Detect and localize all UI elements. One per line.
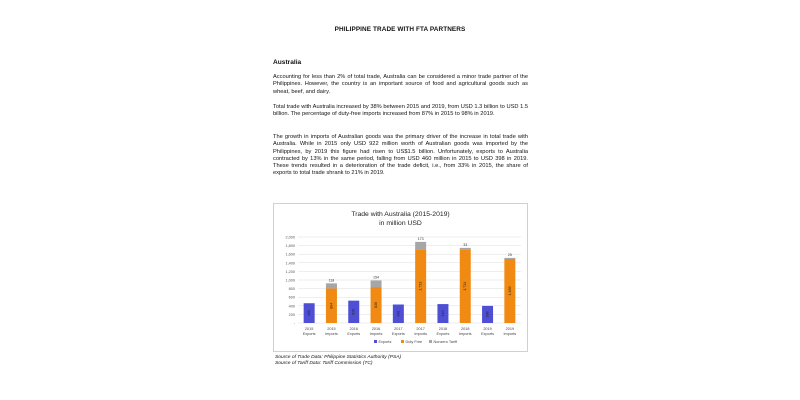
y-tick-label: 800 [288, 287, 295, 292]
data-label: 1,489 [507, 286, 512, 296]
x-tick-type: Exports [436, 332, 450, 336]
x-tick-type: Exports [347, 332, 361, 336]
y-tick-label: 1,000 [285, 278, 295, 283]
bar-nonzero-tariff [460, 248, 471, 249]
x-tick-type: Imports [458, 332, 472, 336]
data-label: 33 [463, 242, 468, 247]
y-tick-label: 1,200 [285, 269, 295, 274]
x-tick-year: 2018 [461, 327, 470, 331]
legend-swatch [374, 340, 377, 343]
x-tick-year: 2016 [349, 327, 358, 331]
x-tick-type: Imports [325, 332, 338, 336]
bar-nonzero-tariff [415, 242, 426, 249]
legend-swatch [429, 340, 432, 343]
y-tick-label: 1,400 [285, 261, 295, 266]
chart-subtitle: in million USD [379, 220, 422, 227]
x-tick-type: Exports [302, 332, 316, 336]
legend-swatch [401, 340, 404, 343]
y-tick-label: 1,800 [285, 244, 295, 249]
data-label: 430 [396, 310, 401, 317]
x-tick-year: 2017 [416, 327, 425, 331]
legend-label: Duty Free [405, 340, 423, 344]
y-tick-label: 600 [288, 295, 295, 300]
section-heading: Australia [273, 59, 302, 66]
x-tick-type: Exports [391, 332, 405, 336]
data-label: 154 [373, 275, 380, 280]
bar-nonzero-tariff [504, 258, 515, 259]
x-tick-type: Imports [369, 332, 383, 336]
x-tick-year: 2018 [438, 327, 448, 331]
legend-label: Exports [378, 340, 392, 344]
data-label: 118 [328, 278, 335, 283]
source-tariff-data: Source of Tariff Data: Tariff Commission (TC) [275, 361, 373, 366]
y-tick-label: 1,600 [285, 252, 295, 257]
trade-chart-svg [274, 204, 527, 351]
legend-label: Nonzero Tariff [433, 340, 457, 344]
data-label: 520 [351, 308, 356, 315]
y-tick-label: - [293, 321, 295, 326]
source-trade-data: Source of Trade Data: Philippine Statistics Authority (PSA) [275, 355, 402, 360]
data-label: 804 [329, 302, 334, 309]
x-tick-type: Imports [414, 332, 427, 336]
paragraph-intro: Accounting for less than 2% of total trade, Australia can be considered a minor trade partner of the Philippines. However, the country is an important source of food and agricultural goods such as wheat, beef, and dairy. [273, 74, 528, 95]
x-tick-year: 2019 [483, 327, 492, 331]
x-tick-year: 2019 [505, 327, 515, 331]
data-label: 25 [507, 252, 512, 257]
data-label: 1,713 [418, 281, 423, 291]
paragraph-imports-growth: The growth in imports of Australian goods was the primary driver of the increase in total trade with Australia. While in 2015 only USD 922 million worth of Australian goods was imported by the Philippines, by 2019 this figure had risen to US$1.5 billion. Unfortunately, exports to Australia contracted by 13% in the same period, falling from USD 460 million in 2015 to USD 398 in 2019. These trends resulted in a deterioration of the trade deficit, i.e., from 33% in 2015, the share of exports to total trade shrank to 21% in 2019. [273, 134, 528, 177]
x-tick-type: Exports [481, 332, 494, 336]
data-label: 460 [307, 310, 312, 317]
paragraph-total-trade: Total trade with Australia increased by 38% between 2015 and 2019, from USD 1.3 billion to USD 1.5 billion. The percentage of duty-free imports increased from 87% in 2015 to 98% in 2019. [273, 104, 528, 118]
data-label: 173 [417, 236, 424, 241]
y-tick-label: 200 [288, 312, 295, 317]
x-tick-year: 2015 [327, 327, 336, 331]
chart-title: Trade with Australia (2015-2019) [351, 211, 450, 218]
bar-nonzero-tariff [371, 280, 382, 287]
y-tick-label: 400 [288, 304, 295, 309]
x-tick-type: Imports [503, 332, 517, 336]
x-tick-year: 2016 [371, 327, 381, 331]
document-title: PHILIPPINE TRADE WITH FTA PARTNERS [334, 26, 466, 33]
data-label: 440 [440, 310, 445, 317]
trade-chart [273, 203, 528, 352]
bar-nonzero-tariff [326, 283, 337, 288]
x-tick-year: 2015 [304, 327, 314, 331]
data-label: 1,714 [463, 281, 468, 291]
data-label: 398 [485, 311, 490, 318]
x-tick-year: 2017 [394, 327, 403, 331]
data-label: 836 [374, 302, 379, 309]
y-tick-label: 2,000 [285, 235, 295, 240]
